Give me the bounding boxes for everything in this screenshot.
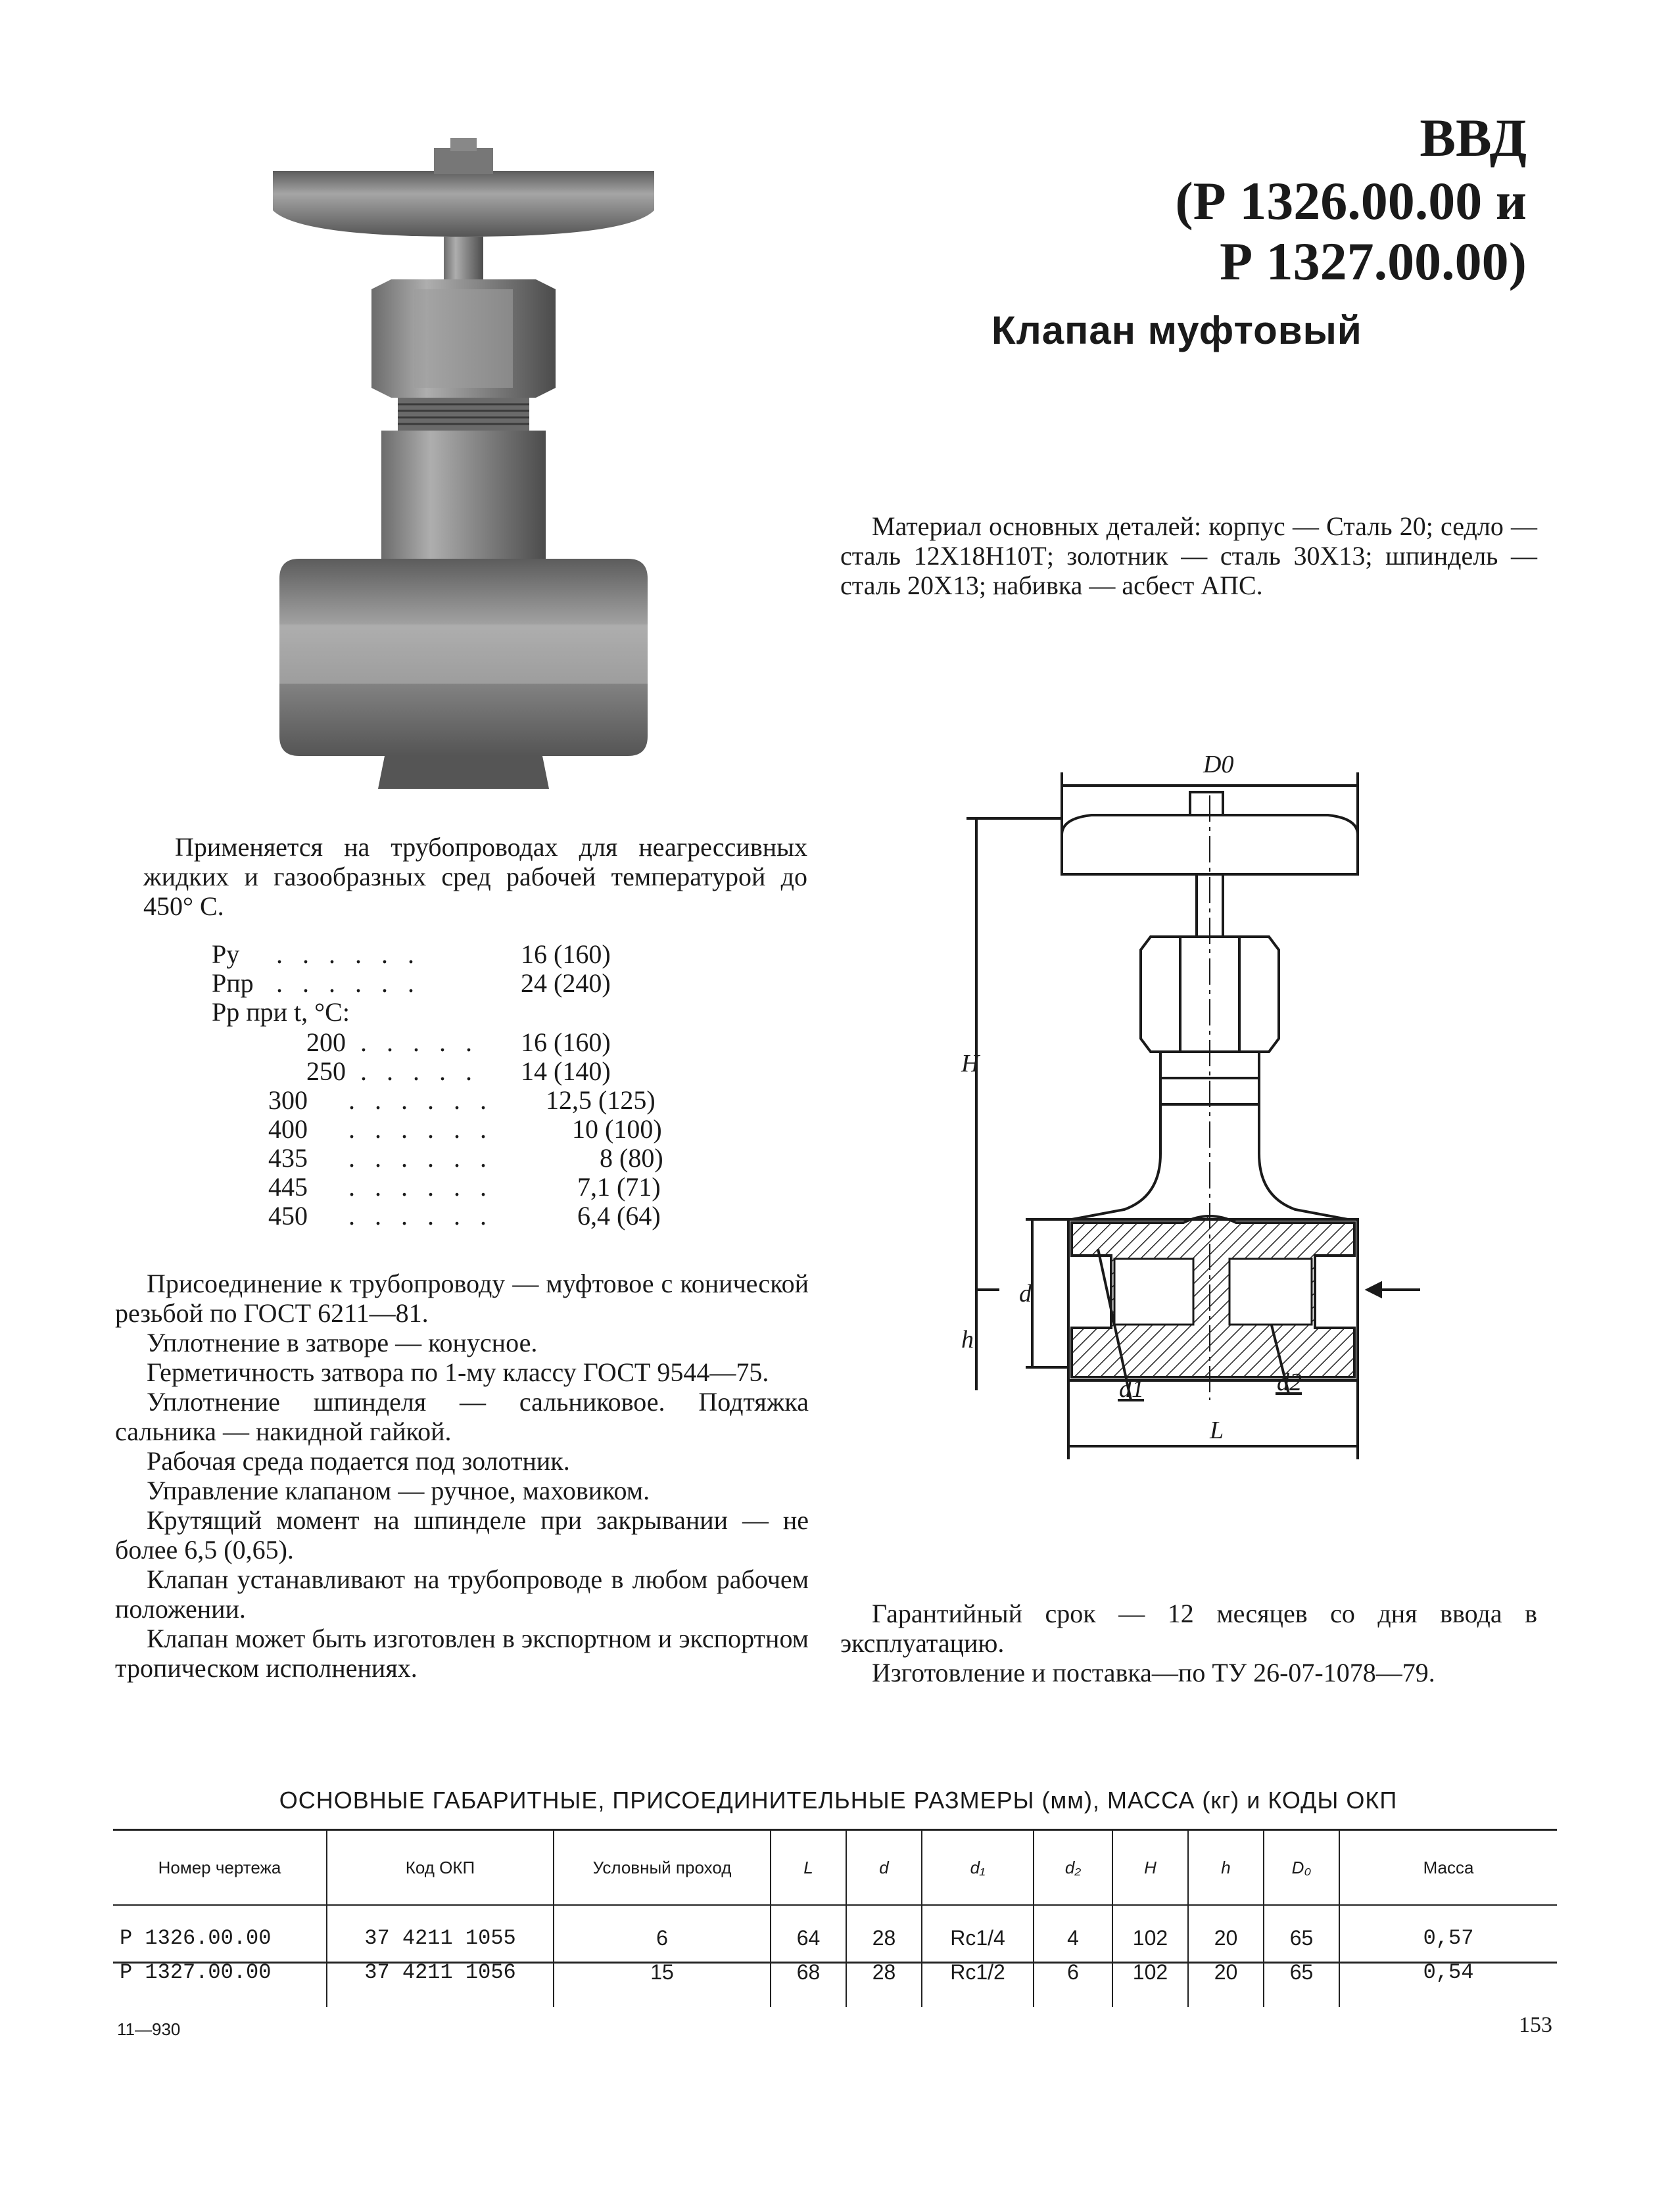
table-header-row — [113, 1830, 1557, 1906]
col-d2: d₂ — [1034, 1830, 1112, 1906]
page-number: 153 — [1519, 2013, 1552, 2037]
note-control: Управление клапаном — ручное, маховиком. — [147, 1476, 650, 1505]
cell-nominal-bore: 15 — [554, 1955, 771, 2007]
col-L: L — [771, 1830, 846, 1906]
note-flow: Рабочая среда подается под золотник. — [147, 1446, 570, 1476]
temp-200: 200 — [306, 1027, 346, 1057]
model-numbers-line1: (Р 1326.00.00 и — [1175, 171, 1527, 231]
pressure-450: 6,4 (64) — [577, 1201, 661, 1231]
col-okp-code: Код ОКП — [327, 1830, 554, 1906]
pressure-445: 7,1 (71) — [577, 1172, 661, 1202]
label-d2: d2 — [1277, 1369, 1302, 1396]
note-seal: Уплотнение в затворе — конусное. — [147, 1328, 538, 1357]
cell-okp-code: 37 4211 1055 — [327, 1905, 554, 1955]
col-nominal-bore: Условный проход — [554, 1830, 771, 1906]
label-d: d — [1019, 1280, 1032, 1307]
manufacture-text: Изготовление и поставка—по ТУ 26-07-1078—79. — [872, 1658, 1435, 1687]
note-tightness: Герметичность затвора по 1-му классу ГОСТ 9544—75. — [147, 1357, 769, 1387]
pressure-dots: . . . . . . — [348, 1085, 487, 1115]
note-torque: Крутящий момент на шпинделе при закрывании — не более 6,5 (0,65). — [115, 1505, 809, 1565]
pressure-dots: . . . . . . — [348, 1143, 487, 1173]
application-text: Применяется на трубопроводах для неагрессивных жидких и газообразных сред рабочей температурой до 450° С. — [143, 832, 807, 921]
notes-block — [115, 1269, 809, 1683]
note-spindle: Уплотнение шпинделя — сальниковое. Подтяжка сальника — накидной гайкой. — [115, 1387, 809, 1446]
pressure-dots: . . . . . . — [348, 1201, 487, 1231]
ppr-label: Pпр — [212, 968, 254, 998]
col-mass: Масса — [1339, 1830, 1557, 1906]
valve-drawing — [920, 736, 1460, 1499]
label-d1: d1 — [1119, 1375, 1144, 1403]
page-title: Клапан муфтовый — [991, 308, 1362, 352]
label-H: H — [961, 1050, 980, 1077]
pressure-dots: . . . . . — [360, 1056, 472, 1086]
pressure-dots: . . . . . . — [348, 1172, 487, 1202]
ppr-value: 24 (240) — [521, 968, 611, 998]
py-label: Pу — [212, 939, 240, 969]
pressure-200: 16 (160) — [521, 1027, 611, 1057]
col-h: h — [1188, 1830, 1264, 1906]
temp-250: 250 — [306, 1056, 346, 1086]
cell-D0: 65 — [1264, 1955, 1339, 2007]
cell-L: 68 — [771, 1955, 846, 2007]
pressure-300: 12,5 (125) — [546, 1085, 656, 1115]
pp-label: Pр при t, °С: — [212, 997, 350, 1027]
table-row — [113, 1905, 1557, 1955]
cell-d: 28 — [846, 1905, 922, 1955]
cell-d1: Rc1/4 — [922, 1905, 1034, 1955]
temp-400: 400 — [268, 1114, 308, 1144]
cell-h: 20 — [1188, 1955, 1264, 2007]
temp-445: 445 — [268, 1172, 308, 1202]
cell-drawing-number: Р 1326.00.00 — [120, 1925, 272, 1950]
cell-d2: 4 — [1034, 1905, 1112, 1955]
pressure-250: 14 (140) — [521, 1056, 611, 1086]
temp-450: 450 — [268, 1201, 308, 1231]
py-value: 16 (160) — [521, 939, 611, 969]
py-dots: . . . . . . — [276, 939, 414, 969]
temp-435: 435 — [268, 1143, 308, 1173]
temp-300: 300 — [268, 1085, 308, 1115]
cell-d: 28 — [846, 1955, 922, 2007]
cell-h: 20 — [1188, 1905, 1264, 1955]
note-export: Клапан может быть изготовлен в экспортном и экспортном тропическом исполнениях. — [115, 1624, 809, 1683]
footer-code: 11—930 — [117, 2019, 181, 2039]
note-connection: Присоединение к трубопроводу — муфтовое с конической резьбой по ГОСТ 6211—81. — [115, 1269, 809, 1328]
table-caption: ОСНОВНЫЕ ГАБАРИТНЫЕ, ПРИСОЕДИНИТЕЛЬНЫЕ РАЗМЕРЫ (мм), МАССА (кг) и КОДЫ ОКП — [279, 1787, 1398, 1814]
col-H: H — [1112, 1830, 1188, 1906]
cell-L: 64 — [771, 1905, 846, 1955]
cell-drawing-number: Р 1327.00.00 — [120, 1960, 272, 1985]
col-d: d — [846, 1830, 922, 1906]
cell-nominal-bore: 6 — [554, 1905, 771, 1955]
cell-d1: Rc1/2 — [922, 1955, 1034, 2007]
product-code: ВВД — [1420, 108, 1527, 168]
table-bottom-rule — [113, 1962, 1557, 1964]
pressure-400: 10 (100) — [572, 1114, 662, 1144]
cell-H: 102 — [1112, 1955, 1188, 2007]
col-D0: D₀ — [1264, 1830, 1339, 1906]
model-numbers-line2: Р 1327.00.00) — [1220, 231, 1527, 291]
label-L: L — [1210, 1417, 1224, 1444]
materials-text: Материал основных деталей: корпус — Сталь 20; седло — сталь 12Х18Н10Т; золотник — сталь 30Х13; шпиндель — сталь 20Х13; набивка — асбест АПС. — [840, 511, 1537, 600]
cell-mass: 0,54 — [1339, 1955, 1557, 2007]
valve-photo — [260, 138, 667, 802]
col-drawing-number: Номер чертежа — [113, 1830, 327, 1906]
specification-table — [113, 1829, 1557, 2007]
pressure-dots: . . . . . . — [348, 1114, 487, 1144]
label-D0: D0 — [1203, 751, 1234, 778]
cell-d2: 6 — [1034, 1955, 1112, 2007]
warranty-text: Гарантийный срок — 12 месяцев со дня ввода в эксплуатацию. — [840, 1599, 1537, 1658]
cell-okp-code: 37 4211 1056 — [327, 1955, 554, 2007]
pressure-435: 8 (80) — [600, 1143, 663, 1173]
col-d1: d₁ — [922, 1830, 1034, 1906]
label-h: h — [961, 1326, 974, 1353]
note-position: Клапан устанавливают на трубопроводе в любом рабочем положении. — [115, 1565, 809, 1624]
pressure-dots: . . . . . — [360, 1027, 472, 1057]
ppr-dots: . . . . . . — [276, 968, 414, 998]
cell-H: 102 — [1112, 1905, 1188, 1955]
cell-mass: 0,57 — [1339, 1905, 1557, 1955]
cell-D0: 65 — [1264, 1905, 1339, 1955]
